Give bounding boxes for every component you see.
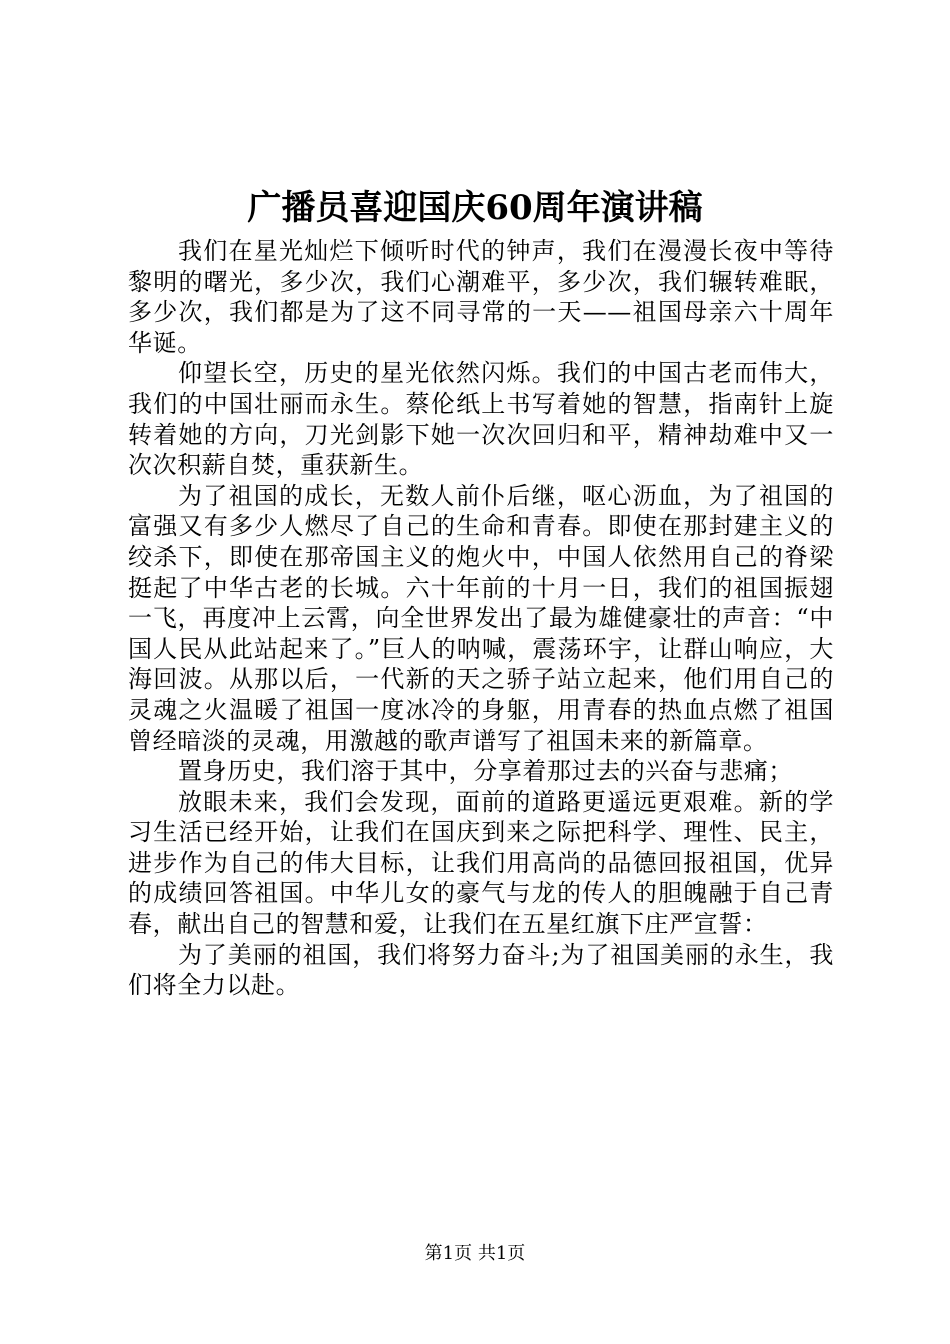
page-number-footer: 第1页 共1页 — [424, 1243, 526, 1264]
document-body — [128, 236, 834, 1001]
paragraph-4: 置身历史，我们溶于其中，分享着那过去的兴奋与悲痛； — [178, 757, 793, 786]
document-title: 广播员喜迎国庆60周年演讲稿 — [247, 188, 703, 228]
paragraph-6: 为了美丽的祖国，我们将努力奋斗;为了祖国美丽的永生，我们将全力以赴。 — [128, 940, 834, 1000]
paragraph-1: 我们在星光灿烂下倾听时代的钟声，我们在漫漫长夜中等待黎明的曙光，多少次，我们心潮难平，多少次，我们辗转难眠，多少次，我们都是为了这不同寻常的一天——祖国母亲六十周年华诞。 — [128, 237, 834, 357]
paragraph-3: 为了祖国的成长，无数人前仆后继，呕心沥血，为了祖国的富强又有多少人燃尽了自己的生命和青春。即使在那封建主义的绞杀下，即使在那帝国主义的炮火中，中国人依然用自己的脊梁挺起了中华古老的长城。六十年前的十月一日，我们的祖国振翅一飞，再度冲上云霄，向全世界发出了最为雄健豪壮的声音：“中国人民从此站起来了。”巨人的呐喊，震荡环宇，让群山响应，大海回波。从那以后，一代新的天之骄子站立起来，他们用自己的灵魂之火温暖了祖国一度冰冷的身躯，用青春的热血点燃了祖国曾经暗淡的灵魂，用激越的歌声谱写了祖国未来的新篇章。 — [128, 481, 834, 755]
paragraph-5: 放眼未来，我们会发现，面前的道路更遥远更艰难。新的学习生活已经开始，让我们在国庆到来之际把科学、理性、民主，进步作为自己的伟大目标，让我们用高尚的品德回报祖国，优异的成绩回答祖国。中华儿女的豪气与龙的传人的胆魄融于自己青春，献出自己的智慧和爱，让我们在五星红旗下庄严宣誓： — [128, 787, 834, 939]
paragraph-2: 仰望长空，历史的星光依然闪烁。我们的中国古老而伟大，我们的中国壮丽而永生。蔡伦纸上书写着她的智慧，指南针上旋转着她的方向，刀光剑影下她一次次回归和平，精神劫难中又一次次积薪自焚，重获新生。 — [128, 359, 834, 480]
